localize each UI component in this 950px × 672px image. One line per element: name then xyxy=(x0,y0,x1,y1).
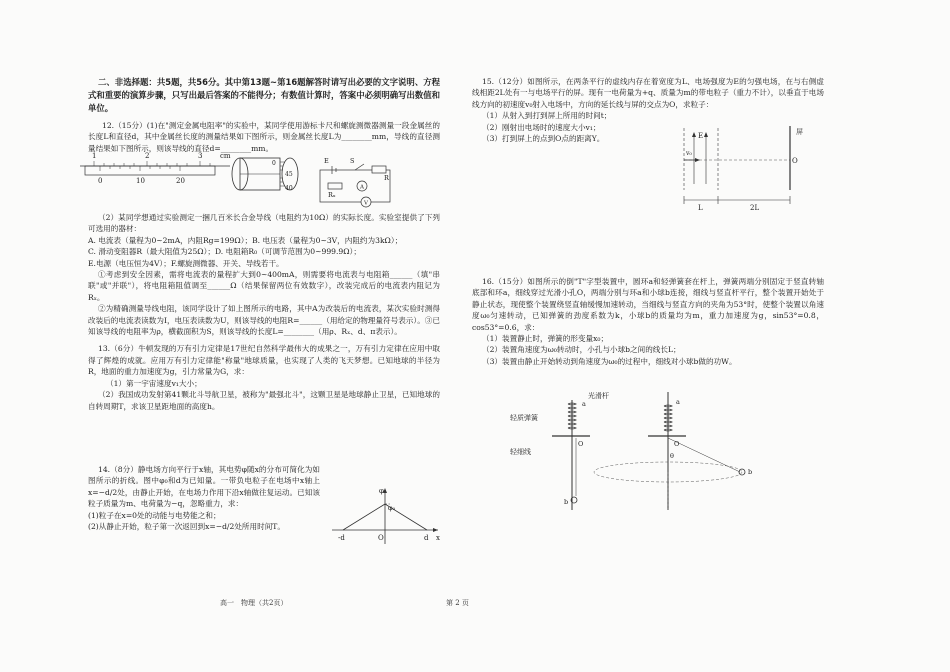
q16-rod-label: 光滑杆 xyxy=(588,392,609,400)
graph-neg-d-label: -d xyxy=(338,534,345,542)
q12-part-2-fill: ②为精确测量导线电阻，该同学设计了如上图所示的电路，其中A为改装后的电流表，某次实验时测得改装后的电流表读数为I，电压表读数为U，则该导线的电阻R=______（用给定的物理量符号表示）。③已知该导线的电阻率为ρ，横截面积为S，则该导线的长度L=________（用ρ、Rₓ、d、π表示）。 xyxy=(88,304,440,337)
q14-sub1: (1)粒子在x=0处的动能与电势能之和； xyxy=(88,510,221,520)
main-tick-2: 2 xyxy=(145,152,150,160)
micrometer-tick-0: 0 xyxy=(272,160,276,167)
circuit-label-e: E xyxy=(324,157,329,165)
q15-sub3: （3）打到屏上的点到O点的距离Y。 xyxy=(482,134,605,144)
q16-sub3: （3）装置由静止开始转动到角速度为ω₀的过程中，细线对小球b做的功W。 xyxy=(482,356,737,366)
main-tick-1: 1 xyxy=(92,152,97,160)
q16-hole-o-left: O xyxy=(578,440,584,448)
graph-phi0-label: φ₀ xyxy=(388,504,396,512)
scale-unit: cm xyxy=(220,152,231,160)
vernier-tick-20: 20 xyxy=(176,177,185,185)
q13-sub1: （1）第一宇宙速度v₁大小； xyxy=(106,378,202,388)
vernier-tick-10: 10 xyxy=(136,177,145,185)
q16-block xyxy=(472,276,824,367)
q16-apparatus-diagram xyxy=(510,392,780,516)
section-header: 二、非选择题：共5题，共56分。其中第13题~第16题解答时请写出必要的文字说明、方程式和重要的演算步骤，只写出最后答案的不能得分；有数值计算时，答案中必须明确写出数值和单位。 xyxy=(88,77,440,113)
q15-2l-label: 2L xyxy=(750,204,760,212)
graph-x-label: x xyxy=(436,534,440,542)
footer-subject: 高一 物理（共2页） xyxy=(220,599,288,607)
q14-block xyxy=(88,464,320,532)
q12-option-cd: C. 滑动变阻器R（最大阻值为25Ω）；D. 电阻箱R₀（可调节范围为0~999.9Ω）； xyxy=(88,247,361,257)
q16-ball-b-left: b xyxy=(564,498,569,506)
q15-stem: 15.（12分）如图所示，在两条平行的虚线内存在着宽度为L、电场强度为E的匀强电场，在与右侧虚线相距2L处有一与电场平行的屏。现有一电荷量为+q、质量为m的带电粒子（重力不计），以垂直于电场线方向的初速度v₀射入电场中，方向的延长线与屏的交点为O，求粒子： xyxy=(472,77,824,109)
circuit-label-r: R xyxy=(384,174,389,182)
q16-spring-label: 轻质弹簧 xyxy=(510,414,538,422)
vernier-caliper xyxy=(80,152,231,185)
q15-e-label: E xyxy=(698,132,704,140)
vernier-tick-0: 0 xyxy=(98,177,103,185)
left-column xyxy=(88,76,440,154)
q16-stem: 16.（15分）如图所示的倒"T"字型装置中，圆环a和轻弹簧套在杆上，弹簧两端分别固定于竖直转轴底部和环a，细线穿过光滑小孔O，两端分别与环a和小球b连接，细线与竖直杆平行，整个装置开始处于静止状态，现使整个装置绕竖直轴缓慢加速转动，当细线与竖直方向的夹角为53°时，使整个装置以角速度ω₀匀速转动，已知弹簧的劲度系数为k，小球b的质量均为m，重力加速度为g，sin53°=0.8，cos53°=0.6，求： xyxy=(472,277,824,332)
micrometer xyxy=(232,158,298,192)
q13-sub2: （2）我国成功发射第41颗北斗导航卫星，被称为"最强北斗"，这颗卫星是地球静止卫星，已知地球的自转周期T，求该卫星距地面的高度h。 xyxy=(88,390,440,411)
q15-v0-label: v₀ xyxy=(686,150,692,157)
q13-stem: 13.（6分）牛顿发现的万有引力定律是17世纪自然科学最伟大的成果之一，万有引力定律在应用中取得了辉煌的成就。应用万有引力定律能"称量"地球质量，也实现了人类的飞天梦想。已知地球的半径为R，地面的重力加速度为g，引力常量为G，求： xyxy=(88,344,440,377)
q12-option-ef: E.电源（电压恒为4V）；F.螺旋测微器、开关、导线若干。 xyxy=(88,258,284,268)
graph-d-label: d xyxy=(424,534,429,542)
q12-figures xyxy=(80,150,440,210)
circuit-label-rx: Rₓ xyxy=(328,191,336,199)
q15-l-label: L xyxy=(698,204,703,212)
q16-ball-b-right: b xyxy=(748,468,753,476)
q16-sub2: （2）装置角速度为ω₀转动时，小孔与小球b之间的线长L； xyxy=(482,345,681,355)
q14-potential-graph xyxy=(328,482,444,548)
q14-stem: 14.（8分）静电场方向平行于x轴，其电势φ随x的分布可简化为如图所示的折线。图中φ₀和d为已知量。一带负电粒子在电场中x轴上x=−d/2处，由静止开始，在电场力作用下沿x轴做往复运动。已知该粒子质量为m、电荷量为−q，忽略重力，求： xyxy=(88,465,320,509)
micrometer-tick-40: 40 xyxy=(285,185,293,192)
circuit-label-s: S xyxy=(350,157,355,165)
q16-hole-o-right: O xyxy=(674,440,680,448)
q15-sub1: （1）从射入到打到屏上所用的时间t； xyxy=(482,111,612,121)
q12-part2: （2）某同学想通过实验测定一捆几百米长合金导线（电阻约为10Ω）的实际长度。实验室提供了下列可选用的器材： xyxy=(88,213,440,234)
q15-screen-label: 屏 xyxy=(796,128,803,136)
micrometer-tick-45: 45 xyxy=(285,171,293,178)
circuit-label-voltmeter: V xyxy=(364,200,368,207)
graph-phi-label: φ xyxy=(379,487,384,495)
footer-page-number: 第 2 页 xyxy=(446,599,469,607)
circuit-label-ammeter: A xyxy=(360,184,364,191)
q15-sub2: （2）刚射出电场时的速度大小v₁； xyxy=(482,122,601,132)
q12-part-1-fill: ①考虑到安全因素，需将电流表的量程扩大到0~400mA，则需要将电流表与电阻箱______（填"串联"或"并联"），将电阻箱阻值调至______Ω（结果保留两位有效数字），改装完成后的电流表内阻记为Rₓ。 xyxy=(88,270,440,302)
q15-field-diagram xyxy=(664,124,814,212)
q16-string-label: 轻细线 xyxy=(510,448,531,456)
graph-origin-label: O xyxy=(378,534,384,542)
q12-option-ab: A. 电流表（量程为0~2mA，内阻Rg=199Ω）；B. 电压表（量程为0~3V，内阻约为3kΩ）； xyxy=(88,235,403,245)
q12-part1: 12.（15分）(1)在"测定金属电阻率"的实验中，某同学使用游标卡尺和螺旋测微器测量一段金属丝的长度L和直径d，其中金属丝长度的测量结果如下图所示，则金属丝长度L为________mm，导线的直径测量结果如下图所示，则该导线的直径d=________mm。 xyxy=(88,121,440,153)
q16-theta-label: θ xyxy=(670,452,674,460)
q12-continued xyxy=(88,212,440,412)
q16-ring-a-left: a xyxy=(582,400,586,408)
main-tick-3: 3 xyxy=(198,152,203,160)
q16-sub1: （1）装置静止时，弹簧的形变量x₀； xyxy=(482,334,609,344)
q15-o-label: O xyxy=(792,157,798,165)
q16-ring-a-right: a xyxy=(676,398,680,406)
circuit-diagram xyxy=(320,164,390,207)
q14-sub2: (2)从静止开始，粒子第一次返回到x=−d/2处所用时间T。 xyxy=(88,522,285,532)
